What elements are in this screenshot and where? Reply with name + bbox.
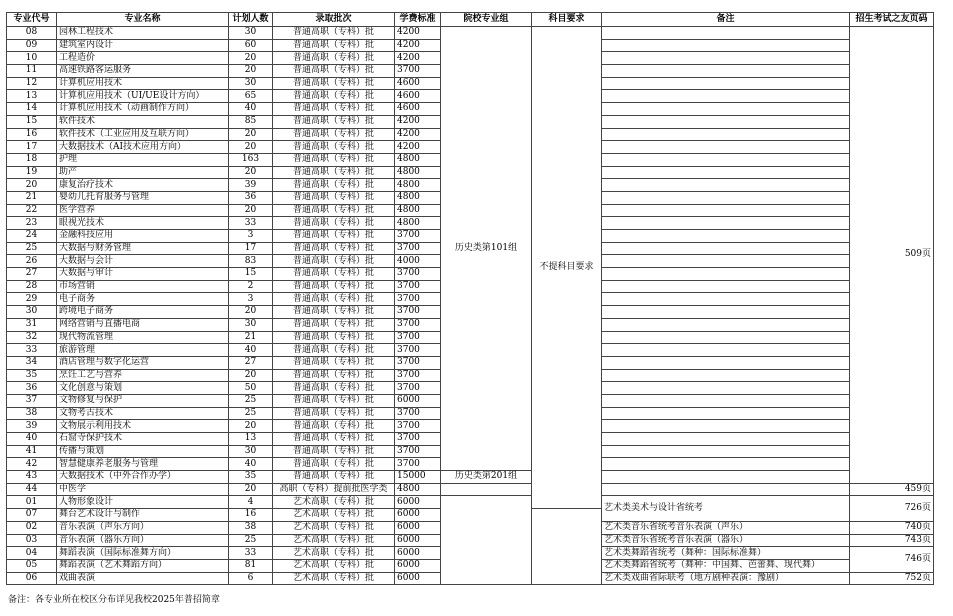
admission-batch: 普通高职（专科）批: [273, 331, 395, 344]
major-code: 21: [7, 191, 57, 204]
plan-count: 35: [229, 471, 273, 484]
plan-count: 21: [229, 331, 273, 344]
major-name: 戏曲表演: [57, 572, 229, 585]
major-name: 石窟寺保护技术: [57, 433, 229, 446]
major-name: 现代物流管理: [57, 331, 229, 344]
major-code: 41: [7, 445, 57, 458]
note-cell: [602, 191, 850, 204]
plan-count: 16: [229, 509, 273, 522]
major-name: 建筑室内设计: [57, 39, 229, 52]
plan-count: 3: [229, 293, 273, 306]
plan-count: 30: [229, 318, 273, 331]
major-name: 金融科技应用: [57, 230, 229, 243]
tuition-fee: 3700: [395, 331, 441, 344]
plan-count: 20: [229, 369, 273, 382]
major-code: 11: [7, 65, 57, 78]
major-code: 19: [7, 166, 57, 179]
tuition-fee: 3700: [395, 293, 441, 306]
major-name: 园林工程技术: [57, 27, 229, 40]
major-name: 市场营销: [57, 280, 229, 293]
admission-batch: 普通高职（专科）批: [273, 280, 395, 293]
plan-count: 4: [229, 496, 273, 509]
note-cell: [602, 230, 850, 243]
note-cell: [602, 27, 850, 40]
footnote: 备注：各专业所在校区分布详见我校2025年普招简章: [8, 595, 220, 605]
plan-count: 25: [229, 394, 273, 407]
plan-count: 30: [229, 445, 273, 458]
major-name: 计算机应用技术（UI/UE设计方向）: [57, 90, 229, 103]
admission-batch: 普通高职（专科）批: [273, 445, 395, 458]
major-code: 25: [7, 242, 57, 255]
note-cell: [602, 293, 850, 306]
note-cell: [602, 179, 850, 192]
major-name: 软件技术（工业应用及互联方向）: [57, 128, 229, 141]
admission-batch: 普通高职（专科）批: [273, 179, 395, 192]
plan-count: 25: [229, 407, 273, 420]
major-code: 24: [7, 230, 57, 243]
tuition-fee: 6000: [395, 496, 441, 509]
tuition-fee: 4800: [395, 483, 441, 496]
major-name: 工程造价: [57, 52, 229, 65]
admission-batch: 艺术高职（专科）批: [273, 534, 395, 547]
major-name: 婴幼儿托育服务与管理: [57, 191, 229, 204]
admission-batch: 普通高职（专科）批: [273, 141, 395, 154]
tuition-fee: 6000: [395, 509, 441, 522]
tuition-fee: 3700: [395, 433, 441, 446]
admission-batch: 普通高职（专科）批: [273, 433, 395, 446]
admission-batch: 艺术高职（专科）批: [273, 547, 395, 560]
plan-count: 33: [229, 547, 273, 560]
major-code: 03: [7, 534, 57, 547]
major-name: 电子商务: [57, 293, 229, 306]
header-count: 计划人数: [229, 13, 273, 27]
header-row: [7, 13, 934, 27]
plan-count: 20: [229, 420, 273, 433]
major-code: 44: [7, 483, 57, 496]
note-cell: [602, 255, 850, 268]
major-code: 43: [7, 471, 57, 484]
note-cell: [602, 217, 850, 230]
subject-requirement: 不提科目要求: [532, 27, 602, 509]
major-code: 10: [7, 52, 57, 65]
major-name: 音乐表演（声乐方向）: [57, 521, 229, 534]
plan-count: 20: [229, 204, 273, 217]
tuition-fee: 3700: [395, 382, 441, 395]
subject-requirement-art: [532, 509, 602, 585]
major-name: 高速铁路客运服务: [57, 65, 229, 78]
tuition-fee: 4600: [395, 90, 441, 103]
major-code: 31: [7, 318, 57, 331]
tuition-fee: 3700: [395, 268, 441, 281]
major-code: 34: [7, 356, 57, 369]
note-cell: [602, 128, 850, 141]
admission-batch: 普通高职（专科）批: [273, 39, 395, 52]
note-cell: [602, 242, 850, 255]
admission-batch: 普通高职（专科）批: [273, 52, 395, 65]
major-name: 文物修复与保护: [57, 394, 229, 407]
major-name: 传播与策划: [57, 445, 229, 458]
tuition-fee: 4200: [395, 128, 441, 141]
admission-batch: 普通高职（专科）批: [273, 217, 395, 230]
note-cell: [602, 280, 850, 293]
major-code: 40: [7, 433, 57, 446]
note-art-dance-art: 艺术类舞蹈省统考（舞种：中国舞、芭蕾舞、现代舞）: [602, 559, 850, 572]
admission-batch: 普通高职（专科）批: [273, 306, 395, 319]
plan-count: 15: [229, 268, 273, 281]
admission-batch: 普通高职（专科）批: [273, 166, 395, 179]
note-cell: [602, 39, 850, 52]
note-cell: [602, 90, 850, 103]
note-cell: [602, 141, 850, 154]
tuition-fee: 4800: [395, 166, 441, 179]
admission-batch: 普通高职（专科）批: [273, 77, 395, 90]
plan-count: 20: [229, 166, 273, 179]
header-batch: 录取批次: [273, 13, 395, 27]
admissions-plan-table: [6, 12, 934, 585]
admission-batch: 普通高职（专科）批: [273, 90, 395, 103]
note-cell: [602, 153, 850, 166]
tuition-fee: 4800: [395, 179, 441, 192]
major-name: 烹饪工艺与营养: [57, 369, 229, 382]
major-name: 医学营养: [57, 204, 229, 217]
note-cell: [602, 445, 850, 458]
tuition-fee: 6000: [395, 534, 441, 547]
plan-count: 85: [229, 115, 273, 128]
page-number-459: 459页: [850, 483, 934, 496]
major-code: 14: [7, 103, 57, 116]
note-cell: [602, 433, 850, 446]
major-code: 18: [7, 153, 57, 166]
admission-batch: 普通高职（专科）批: [273, 318, 395, 331]
major-code: 29: [7, 293, 57, 306]
plan-count: 3: [229, 230, 273, 243]
admission-batch: 普通高职（专科）批: [273, 407, 395, 420]
major-code: 09: [7, 39, 57, 52]
note-cell: [602, 420, 850, 433]
tuition-fee: 6000: [395, 559, 441, 572]
page-number-726: 726页: [850, 496, 934, 521]
major-name: 眼视光技术: [57, 217, 229, 230]
admission-batch: 高职（专科）提前批医学类: [273, 483, 395, 496]
tuition-fee: 4200: [395, 141, 441, 154]
admission-batch: 普通高职（专科）批: [273, 242, 395, 255]
major-code: 28: [7, 280, 57, 293]
major-code: 05: [7, 559, 57, 572]
admission-batch: 普通高职（专科）批: [273, 191, 395, 204]
tuition-fee: 4200: [395, 27, 441, 40]
plan-count: 163: [229, 153, 273, 166]
page-number-509: 509页: [850, 27, 934, 484]
note-cell: [602, 458, 850, 471]
admission-batch: 普通高职（专科）批: [273, 344, 395, 357]
note-cell: [602, 483, 850, 496]
plan-count: 6: [229, 572, 273, 585]
note-art-instrumental: 艺术类音乐省统考音乐表演（器乐）: [602, 534, 850, 547]
table-row: [7, 27, 934, 40]
admission-batch: 普通高职（专科）批: [273, 293, 395, 306]
tuition-fee: 6000: [395, 572, 441, 585]
tuition-fee: 3700: [395, 344, 441, 357]
major-name: 跨境电子商务: [57, 306, 229, 319]
major-name: 文化创意与策划: [57, 382, 229, 395]
admission-batch: 普通高职（专科）批: [273, 369, 395, 382]
header-subject: 科目要求: [532, 13, 602, 27]
plan-count: 20: [229, 306, 273, 319]
major-code: 17: [7, 141, 57, 154]
major-name: 智慧健康养老服务与管理: [57, 458, 229, 471]
plan-count: 40: [229, 458, 273, 471]
tuition-fee: 3700: [395, 369, 441, 382]
plan-count: 20: [229, 65, 273, 78]
note-cell: [602, 394, 850, 407]
major-code: 12: [7, 77, 57, 90]
note-cell: [602, 382, 850, 395]
tuition-fee: 4800: [395, 153, 441, 166]
major-code: 35: [7, 369, 57, 382]
major-name: 人物形象设计: [57, 496, 229, 509]
major-code: 20: [7, 179, 57, 192]
tuition-fee: 3700: [395, 407, 441, 420]
admission-batch: 艺术高职（专科）批: [273, 496, 395, 509]
tuition-fee: 6000: [395, 394, 441, 407]
major-code: 37: [7, 394, 57, 407]
major-group-101: 历史类第101组: [441, 27, 532, 471]
table-body: [7, 27, 934, 585]
table-row: [7, 483, 934, 496]
major-name: 舞蹈表演（艺术舞蹈方向）: [57, 559, 229, 572]
major-name: 康复治疗技术: [57, 179, 229, 192]
tuition-fee: 4200: [395, 52, 441, 65]
admission-batch: 普通高职（专科）批: [273, 153, 395, 166]
major-code: 16: [7, 128, 57, 141]
admission-batch: 普通高职（专科）批: [273, 27, 395, 40]
note-art-vocal: 艺术类音乐省统考音乐表演（声乐）: [602, 521, 850, 534]
header-fee: 学费标准: [395, 13, 441, 27]
admission-batch: 普通高职（专科）批: [273, 128, 395, 141]
plan-count: 36: [229, 191, 273, 204]
major-name: 计算机应用技术（动画制作方向）: [57, 103, 229, 116]
note-cell: [602, 369, 850, 382]
tuition-fee: 4800: [395, 191, 441, 204]
admission-batch: 普通高职（专科）批: [273, 394, 395, 407]
major-name: 音乐表演（器乐方向）: [57, 534, 229, 547]
admission-batch: 普通高职（专科）批: [273, 471, 395, 484]
plan-count: 60: [229, 39, 273, 52]
tuition-fee: 4600: [395, 103, 441, 116]
admission-batch: 艺术高职（专科）批: [273, 559, 395, 572]
major-name: 大数据与财务管理: [57, 242, 229, 255]
major-code: 26: [7, 255, 57, 268]
tuition-fee: 4600: [395, 77, 441, 90]
tuition-fee: 4200: [395, 115, 441, 128]
major-name: 软件技术: [57, 115, 229, 128]
plan-count: 27: [229, 356, 273, 369]
note-cell: [602, 166, 850, 179]
tuition-fee: 3700: [395, 445, 441, 458]
plan-count: 25: [229, 534, 273, 547]
tuition-fee: 3700: [395, 280, 441, 293]
header-name: 专业名称: [57, 13, 229, 27]
admission-batch: 普通高职（专科）批: [273, 255, 395, 268]
major-code: 07: [7, 509, 57, 522]
plan-count: 39: [229, 179, 273, 192]
admission-batch: 普通高职（专科）批: [273, 356, 395, 369]
tuition-fee: 6000: [395, 521, 441, 534]
major-name: 计算机应用技术: [57, 77, 229, 90]
tuition-fee: 3700: [395, 230, 441, 243]
tuition-fee: 3700: [395, 306, 441, 319]
major-code: 01: [7, 496, 57, 509]
tuition-fee: 6000: [395, 547, 441, 560]
major-code: 06: [7, 572, 57, 585]
major-code: 08: [7, 27, 57, 40]
header-page: 招生考试之友页码: [850, 13, 934, 27]
note-cell: [602, 331, 850, 344]
plan-count: 30: [229, 27, 273, 40]
note-art-dance-intl: 艺术类舞蹈省统考（舞种：国际标准舞）: [602, 547, 850, 560]
note-cell: [602, 471, 850, 484]
note-cell: [602, 52, 850, 65]
header-code: 专业代号: [7, 13, 57, 27]
tuition-fee: 3700: [395, 242, 441, 255]
note-cell: [602, 115, 850, 128]
plan-count: 40: [229, 344, 273, 357]
plan-count: 38: [229, 521, 273, 534]
major-name: 护理: [57, 153, 229, 166]
note-cell: [602, 77, 850, 90]
major-name: 网络营销与直播电商: [57, 318, 229, 331]
major-name: 文物考古技术: [57, 407, 229, 420]
plan-count: 13: [229, 433, 273, 446]
admission-batch: 艺术高职（专科）批: [273, 521, 395, 534]
plan-count: 83: [229, 255, 273, 268]
admission-batch: 普通高职（专科）批: [273, 115, 395, 128]
tuition-fee: 15000: [395, 471, 441, 484]
tuition-fee: 4800: [395, 217, 441, 230]
tuition-fee: 3700: [395, 458, 441, 471]
tuition-fee: 4800: [395, 204, 441, 217]
major-code: 04: [7, 547, 57, 560]
header-group: 院校专业组: [441, 13, 532, 27]
plan-count: 40: [229, 103, 273, 116]
major-code: 30: [7, 306, 57, 319]
page-number-740: 740页: [850, 521, 934, 534]
major-group-201: 历史类第201组: [441, 471, 532, 484]
plan-count: 81: [229, 559, 273, 572]
note-art-design: 艺术类美术与设计省统考: [602, 496, 850, 521]
plan-count: 65: [229, 90, 273, 103]
admission-batch: 普通高职（专科）批: [273, 382, 395, 395]
major-name: 中医学: [57, 483, 229, 496]
tuition-fee: 3700: [395, 65, 441, 78]
major-name: 助产: [57, 166, 229, 179]
major-code: 36: [7, 382, 57, 395]
plan-count: 50: [229, 382, 273, 395]
major-name: 大数据与会计: [57, 255, 229, 268]
admission-batch: 普通高职（专科）批: [273, 458, 395, 471]
plan-count: 30: [229, 77, 273, 90]
header-note: 备注: [602, 13, 850, 27]
plan-count: 17: [229, 242, 273, 255]
table-row: [7, 471, 934, 484]
note-cell: [602, 318, 850, 331]
major-code: 38: [7, 407, 57, 420]
major-code: 22: [7, 204, 57, 217]
admission-batch: 普通高职（专科）批: [273, 204, 395, 217]
major-name: 舞蹈表演（国际标准舞方向）: [57, 547, 229, 560]
plan-count: 20: [229, 483, 273, 496]
major-code: 23: [7, 217, 57, 230]
major-code: 33: [7, 344, 57, 357]
plan-count: 20: [229, 128, 273, 141]
admission-batch: 普通高职（专科）批: [273, 103, 395, 116]
major-name: 大数据与审计: [57, 268, 229, 281]
major-code: 13: [7, 90, 57, 103]
note-cell: [602, 204, 850, 217]
plan-count: 33: [229, 217, 273, 230]
major-code: 02: [7, 521, 57, 534]
major-name: 文物展示利用技术: [57, 420, 229, 433]
major-name: 舞台艺术设计与制作: [57, 509, 229, 522]
page-number-746: 746页: [850, 547, 934, 572]
note-cell: [602, 103, 850, 116]
page-number-743: 743页: [850, 534, 934, 547]
page-number-752: 752页: [850, 572, 934, 585]
plan-count: 20: [229, 141, 273, 154]
admission-batch: 普通高职（专科）批: [273, 268, 395, 281]
major-name: 旅游管理: [57, 344, 229, 357]
tuition-fee: 4000: [395, 255, 441, 268]
note-cell: [602, 344, 850, 357]
admission-batch: 普通高职（专科）批: [273, 420, 395, 433]
note-art-opera: 艺术类戏曲省际联考（地方剧种表演：豫剧）: [602, 572, 850, 585]
plan-count: 20: [229, 52, 273, 65]
major-code: 15: [7, 115, 57, 128]
major-code: 39: [7, 420, 57, 433]
admission-batch: 艺术高职（专科）批: [273, 509, 395, 522]
major-code: 32: [7, 331, 57, 344]
tuition-fee: 3700: [395, 356, 441, 369]
major-code: 42: [7, 458, 57, 471]
note-cell: [602, 407, 850, 420]
admission-batch: 普通高职（专科）批: [273, 230, 395, 243]
tuition-fee: 4200: [395, 39, 441, 52]
note-cell: [602, 65, 850, 78]
major-code: 27: [7, 268, 57, 281]
note-cell: [602, 268, 850, 281]
table-row: [7, 496, 934, 509]
major-name: 大数据技术（AI技术应用方向）: [57, 141, 229, 154]
admission-batch: 普通高职（专科）批: [273, 65, 395, 78]
tuition-fee: 3700: [395, 318, 441, 331]
note-cell: [602, 356, 850, 369]
tuition-fee: 3700: [395, 420, 441, 433]
admission-batch: 艺术高职（专科）批: [273, 572, 395, 585]
major-group-empty: [441, 483, 532, 496]
major-name: 酒店管理与数字化运营: [57, 356, 229, 369]
major-group-art: [441, 496, 532, 585]
major-name: 大数据技术（中外合作办学）: [57, 471, 229, 484]
note-cell: [602, 306, 850, 319]
plan-count: 2: [229, 280, 273, 293]
